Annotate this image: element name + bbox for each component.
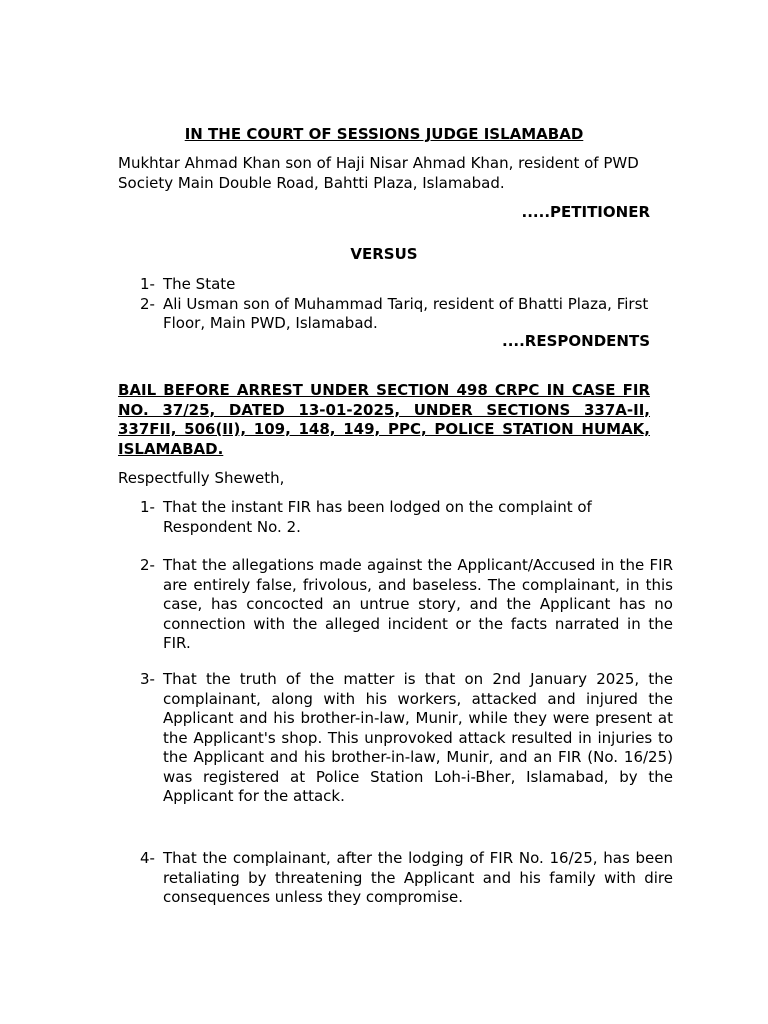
salutation: Respectfully Sheweth, (118, 469, 285, 487)
paragraph-text: That the allegations made against the Applicant/Accused in the FIR are entirely false, frivolous, and baseless. The complainant, in this case, has concocted an untrue story, and the Applicant has no connection with the alleged incident or the facts narrated in the FIR. (163, 556, 673, 652)
respondents-list (140, 275, 650, 334)
paragraph-item (140, 670, 673, 807)
respondent-number: 1- (140, 275, 155, 293)
paragraph-item (140, 498, 673, 537)
paragraph-text: That the complainant, after the lodging of FIR No. 16/25, has been retaliating by threatening the Applicant and his family with dire consequences unless they compromise. (163, 849, 673, 906)
respondent-number: 2- (140, 294, 155, 313)
paragraph-item (140, 849, 673, 908)
court-title: IN THE COURT OF SESSIONS JUDGE ISLAMABAD (184, 125, 584, 143)
respondents-label: ....RESPONDENTS (502, 332, 650, 350)
bail-heading: BAIL BEFORE ARREST UNDER SECTION 498 CRPC IN CASE FIR NO. 37/25, DATED 13-01-2025, UNDER SECTIONS 337A-II, 337FII, 506(II), 109, 148, 149, PPC, POLICE STATION HUMAK, ISLAMABAD. (118, 381, 650, 458)
paragraph-number: 2- (140, 556, 155, 574)
versus-heading: VERSUS (350, 245, 418, 263)
paragraph-text: That the instant FIR has been lodged on the complaint of Respondent No. 2. (163, 498, 592, 536)
respondent-item (140, 275, 650, 295)
respondent-item (140, 295, 650, 334)
respondent-text: The State (163, 275, 236, 293)
petitioner-description: Mukhtar Ahmad Khan son of Haji Nisar Ahmad Khan, resident of PWD Society Main Double Road, Bahtti Plaza, Islamabad. (118, 154, 639, 192)
paragraph-text: That the truth of the matter is that on 2nd January 2025, the complainant, along with his workers, attacked and injured the Applicant and his brother-in-law, Munir, while they were present at the Applicant's shop. This unprovoked attack resulted in injuries to the Applicant and his brother-in-law, Munir, and an FIR (No. 16/25) was registered at Police Station Loh-i-Bher, Islamabad, by the Applicant for the attack. (163, 670, 673, 805)
paragraph-number: 4- (140, 849, 155, 867)
respondent-text: Ali Usman son of Muhammad Tariq, resident of Bhatti Plaza, First Floor, Main PWD, Islamabad. (163, 294, 649, 332)
document-page (118, 0, 673, 1024)
paragraph-number: 3- (140, 670, 155, 688)
paragraph-item (140, 556, 673, 654)
petitioner-label: .....PETITIONER (521, 203, 650, 221)
paragraph-number: 1- (140, 498, 155, 516)
